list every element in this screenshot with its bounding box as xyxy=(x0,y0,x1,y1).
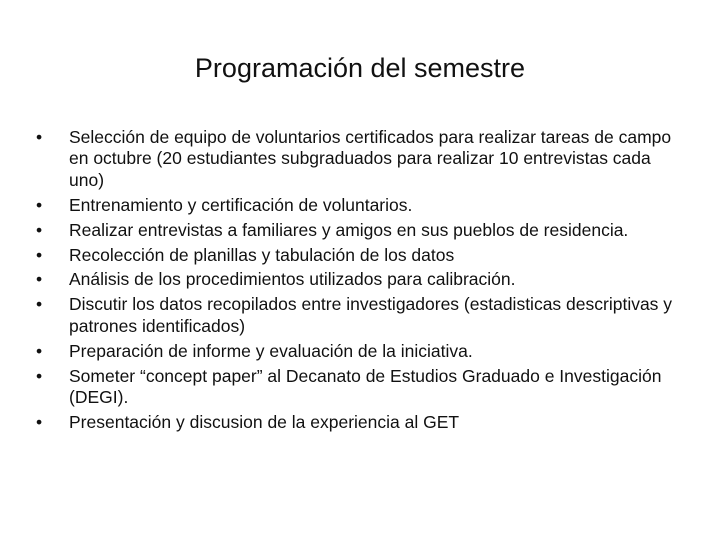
list-item xyxy=(36,195,686,216)
list-item xyxy=(36,412,686,433)
bullet-icon: • xyxy=(36,194,43,215)
bullet-icon: • xyxy=(36,365,43,386)
list-item xyxy=(36,341,686,362)
list-item-text: Presentación y discusion de la experiencia al GET xyxy=(69,411,460,432)
list-item-text: Selección de equipo de voluntarios certificados para realizar tareas de campo en octubre (20 estudiantes subgraduados para realizar 10 entrevistas cada uno) xyxy=(69,127,672,190)
list-item-text: Discutir los datos recopilados entre investigadores (estadisticas descriptivas y patrones identificados) xyxy=(69,294,673,336)
list-item xyxy=(36,269,686,290)
slide-title: Programación del semestre xyxy=(194,53,526,83)
bullet-list xyxy=(36,127,686,437)
list-item-text: Realizar entrevistas a familiares y amigos en sus pueblos de residencia. xyxy=(69,219,629,240)
bullet-icon: • xyxy=(36,294,43,315)
list-item xyxy=(36,127,686,191)
list-item xyxy=(36,366,686,409)
bullet-icon: • xyxy=(36,411,43,432)
list-item xyxy=(36,245,686,266)
bullet-icon: • xyxy=(36,269,43,290)
list-item-text: Análisis de los procedimientos utilizados para calibración. xyxy=(69,269,516,290)
list-item-text: Entrenamiento y certificación de voluntarios. xyxy=(69,194,413,215)
bullet-icon: • xyxy=(36,127,43,147)
bullet-icon: • xyxy=(36,340,43,361)
bullet-icon: • xyxy=(36,219,43,240)
list-item-text: Someter “concept paper” al Decanato de Estudios Graduado e Investigación (DEGI). xyxy=(69,365,662,407)
list-item xyxy=(36,220,686,241)
list-item-text: Recolección de planillas y tabulación de los datos xyxy=(69,244,455,265)
list-item-text: Preparación de informe y evaluación de la iniciativa. xyxy=(69,340,473,361)
bullet-icon: • xyxy=(36,244,43,265)
list-item xyxy=(36,294,686,337)
